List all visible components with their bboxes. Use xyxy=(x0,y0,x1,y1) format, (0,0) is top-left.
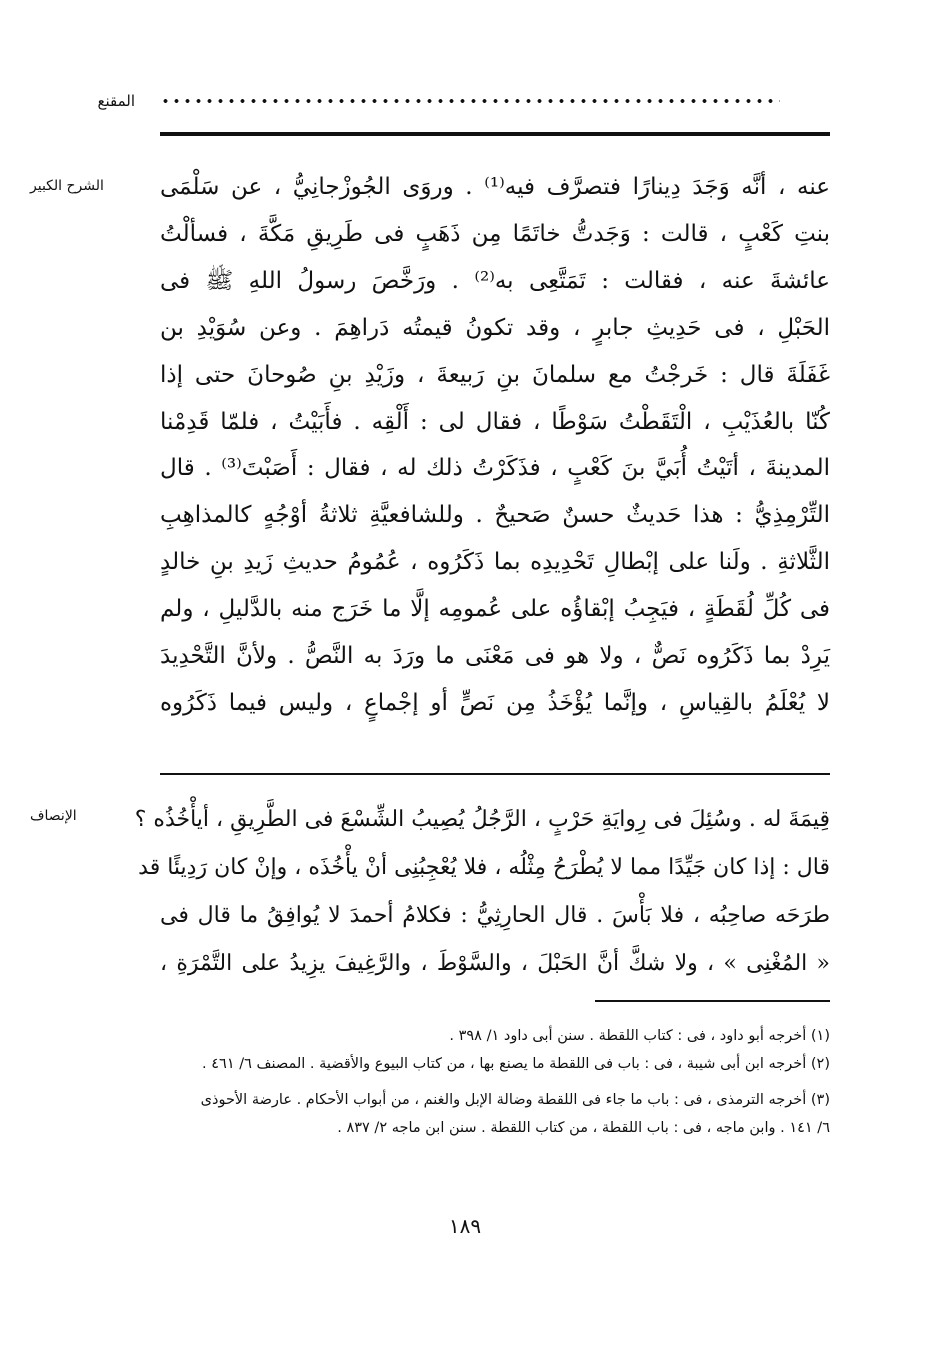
sharh-line: لا يُعْلَمُ بالقِياسِ ، وإنَّما يُؤْخَذُ مِن نَصٍّ أو إجْماعٍ ، وليس فيما ذَكَرُوه xyxy=(160,689,830,716)
sharh-line: الثَّلاثةِ . ولَنا على إبْطالِ تَحْدِيدِه بما ذَكَرُوه ، عُمُومُ حديثِ زَيدِ بنِ خالدٍ xyxy=(160,549,830,576)
sharh-line: التِّرْمِذِيُّ : هذا حَديثٌ حسنٌ صَحيحٌ . وللشافعيَّةِ ثلاثةُ أوْجُهٍ كالمذاهِبِ xyxy=(160,502,830,529)
footnote-1: (١) أخرجه أبو داود ، فى : كتاب اللقطة . سنن أبى داود ١/ ٣٩٨ . xyxy=(449,1028,830,1044)
sharh-line: بنتِ كَعْبٍ ، قالت : وَجَدتُّ خاتَمًا مِن ذَهَبٍ فى طَرِيقِ مَكَّةَ ، فسألْتُ xyxy=(160,220,830,247)
insaf-line: « المُغْنِى » ، ولا شكَّ أنَّ الحَبْلَ ، والسَّوْطَ ، والرَّغِيفَ يزِيدُ على التَّمْرَةِ ، xyxy=(160,951,830,976)
footnote-2: (٢) أخرجه ابن أبى شيبة ، فى : باب فى اللقطة ما يصنع بها ، من كتاب البيوع والأقضية . المصنف ٦/ ٤٦١ . xyxy=(202,1056,830,1072)
insaf-line: طرَحَه صاحِبُه ، فلا بَأْسَ . قال الحارِثِيُّ : فكلامُ أحمدَ لا يُوافِقُ ما قال فى xyxy=(160,903,830,928)
footnote-3: (٣) أخرجه الترمذى ، فى : باب ما جاء فى اللقطة وضالة الإبل والغنم ، من أبواب الأحكام . عارضة الأحوذى xyxy=(200,1092,830,1108)
margin-label-sharh: الشرح الكبير xyxy=(30,178,104,194)
sharh-line: عائشةَ عنه ، فقالت : تَمَتَّعِى به⁽²⁾ . ورَخَّصَ رسولُ اللهِ ﷺ فى xyxy=(160,267,830,294)
insaf-line: قِيمَةَ له . وسُئِلَ فى رِوايَةِ حَرْبٍ ، الرَّجُلُ يُصِيبُ الشِّسْعَ فى الطَّرِيقِ ، أيأْخُذُه ؟ xyxy=(134,807,830,832)
running-head: المقنع xyxy=(97,92,135,110)
footnote-3-continued: ٦/ ١٤١ . وابن ماجه ، فى : باب اللقطة ، من كتاب اللقطة . سنن ابن ماجه ٢/ ٨٣٧ . xyxy=(337,1120,830,1136)
header-rule xyxy=(160,132,830,136)
sharh-line: الحَبْلِ ، فى حَدِيثِ جابرٍ ، وقد تكونُ قيمتُه دَراهِمَ . وعن سُوَيْدِ بن xyxy=(160,314,830,341)
sharh-line: كُنّا بالعُذَيْبِ ، الْتَقَطْتُ سَوْطًا ، فقال لى : أَلْقِه . فأَبَيْتُ ، فلمّا قَدِمْنا xyxy=(160,408,830,435)
margin-label-insaf: الإنصاف xyxy=(30,808,77,824)
footnotes xyxy=(160,1022,830,1142)
section-divider xyxy=(160,773,830,775)
sharh-line: عنه ، أنَّه وَجَدَ دِينارًا فتصرَّف فيه⁽¹⁾ . وروَى الجُوزْجانِيُّ ، عن سَلْمَى xyxy=(160,174,830,200)
sharh-text xyxy=(160,164,830,727)
sharh-line: غَفَلَةَ قال : خَرجْتُ مع سلمانَ بنِ رَبيعةَ ، وزَيْدِ بنِ صُوحانَ حتى إذا xyxy=(160,361,830,388)
sharh-line: فى كُلِّ لُقَطَةٍ ، فيَجِبُ إبْقاؤُه على عُمومِه إلَّا ما خَرَج منه بالدَّليلِ ، ولم xyxy=(160,596,830,623)
page-number: ١٨٩ xyxy=(448,1214,482,1238)
header-dotted-rule xyxy=(160,97,780,105)
footnote-rule xyxy=(595,1000,830,1002)
insaf-line: قال : إذا كان جَيِّدًا مما لا يُطْرَحُ مِثْلُه ، فلا يُعْجِبُنِى أنْ يأْخُذَه ، وإنْ كان رَدِيئًا قد xyxy=(138,855,830,880)
insaf-text xyxy=(134,796,830,988)
sharh-line: المدينةَ ، أتَيْتُ أُبَيَّ بنَ كَعْبٍ ، فذَكَرْتُ ذلك له ، فقال : أَصَبْتَ⁽³⁾ . قال xyxy=(160,455,830,482)
sharh-line: يَرِدْ بما ذَكَرُوه نَصٌّ ، ولا هو فى مَعْنَى ما ورَدَ به النَّصُّ . ولأنَّ التَّحْدِيدَ xyxy=(160,643,830,670)
